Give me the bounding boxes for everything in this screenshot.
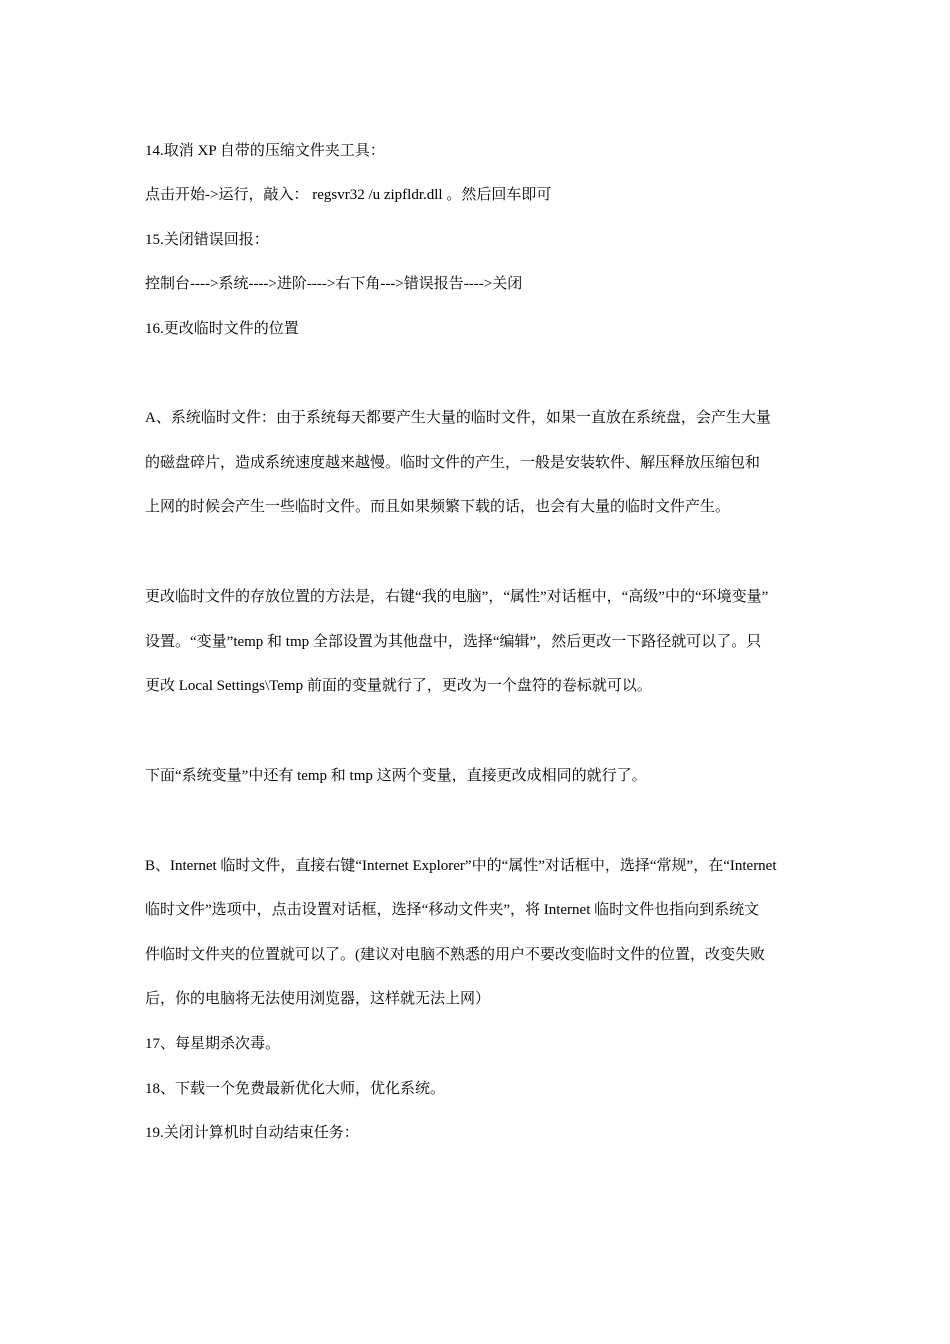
- paragraph-change-line-3: 更改 Local Settings\Temp 前面的变量就行了，更改为一个盘符的卷标就可以。: [145, 678, 652, 694]
- heading-15: 15.关闭错误回报：: [145, 232, 269, 248]
- heading-19: 19.关闭计算机时自动结束任务：: [145, 1125, 359, 1141]
- paragraph-b-line-1: B、Internet 临时文件，直接右键“Internet Explorer”中的“属性”对话框中，选择“常规”，在“Internet: [145, 858, 777, 874]
- paragraph-a-line-1: A、系统临时文件：由于系统每天都要产生大量的临时文件，如果一直放在系统盘，会产生大量: [145, 410, 771, 426]
- heading-17: 17、每星期杀次毒。: [145, 1036, 281, 1052]
- heading-14: 14.取消 XP 自带的压缩文件夹工具：: [145, 143, 385, 159]
- paragraph-b-line-4: 后，你的电脑将无法使用浏览器，这样就无法上网）: [145, 991, 491, 1007]
- paragraph-change-line-1: 更改临时文件的存放位置的方法是，右键“我的电脑”，“属性”对话框中，“高级”中的“环境变量”: [145, 589, 769, 605]
- paragraph-15-instruction: 控制台---->系统---->进阶---->右下角--->错误报告---->关闭: [145, 276, 523, 292]
- paragraph-b-line-2: 临时文件”选项中，点击设置对话框，选择“移动文件夹”，将 Internet 临时文件也指向到系统文: [145, 902, 760, 918]
- heading-16: 16.更改临时文件的位置: [145, 321, 299, 337]
- paragraph-a-line-3: 上网的时候会产生一些临时文件。而且如果频繁下载的话，也会有大量的临时文件产生。: [145, 499, 731, 515]
- paragraph-a-line-2: 的磁盘碎片，造成系统速度越来越慢。临时文件的产生，一般是安装软件、解压释放压缩包和: [145, 455, 761, 471]
- paragraph-system-vars: 下面“系统变量”中还有 temp 和 tmp 这两个变量，直接更改成相同的就行了。: [145, 768, 647, 784]
- paragraph-14-instruction: 点击开始->运行，敲入： regsvr32 /u zipfldr.dll 。然后回车即可: [145, 187, 552, 203]
- heading-18: 18、下载一个免费最新优化大师，优化系统。: [145, 1081, 446, 1097]
- paragraph-b-line-3: 件临时文件夹的位置就可以了。(建议对电脑不熟悉的用户不要改变临时文件的位置，改变失败: [145, 947, 765, 963]
- paragraph-change-line-2: 设置。“变量”temp 和 tmp 全部设置为其他盘中，选择“编辑”，然后更改一下路径就可以了。只: [145, 634, 762, 650]
